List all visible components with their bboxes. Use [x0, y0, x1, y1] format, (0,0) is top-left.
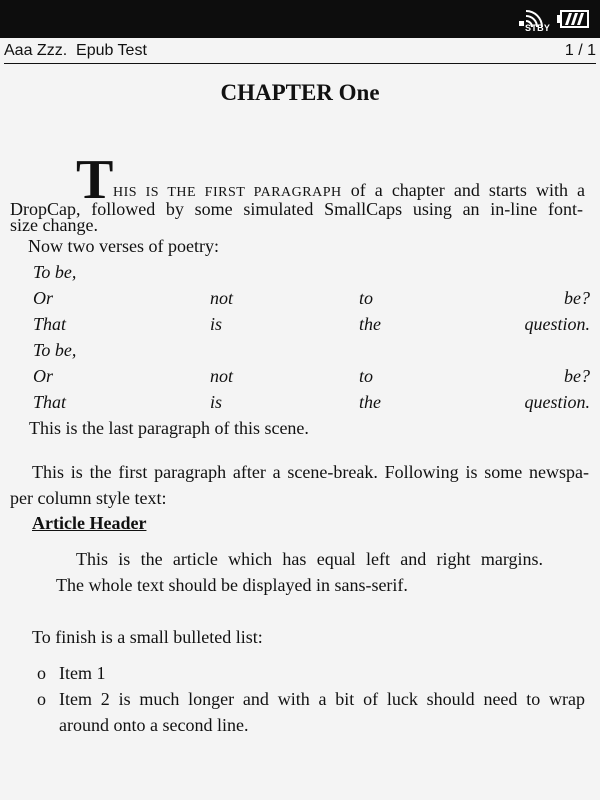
paragraph-line: DropCap, followed by some simulated SmallCaps using an in-line font-: [10, 199, 583, 219]
verse-word: not: [210, 288, 234, 308]
verse-line: [33, 262, 590, 282]
verse-word: To be,: [33, 262, 77, 282]
verse-word: not: [210, 366, 234, 386]
chapter-title: CHAPTER One: [220, 80, 380, 105]
page-indicator: 1 / 1: [564, 42, 596, 59]
list-item: Item 2 is much longer and with a bit of luck should need to wrap: [59, 689, 585, 709]
verse-word: That: [33, 314, 67, 334]
standby-label: STBY: [525, 23, 551, 33]
scene-break-paragraph: This is the first paragraph after a scene-break. Following is some newspa-: [32, 462, 589, 482]
verse-word: to: [359, 366, 374, 386]
bullet-marker: o: [37, 663, 46, 683]
list-item: around onto a second line.: [59, 715, 249, 735]
verse-word: to: [359, 288, 374, 308]
dropcap: T: [76, 149, 114, 211]
verse-line: [33, 288, 590, 308]
verse-word: question.: [524, 392, 590, 412]
verse-word: To be,: [33, 340, 77, 360]
verse-line: [33, 392, 590, 412]
title-bar: [4, 41, 596, 64]
bullet-marker: o: [37, 689, 46, 709]
verse-word: is: [210, 314, 223, 334]
list-item: Item 1: [59, 663, 106, 683]
article-header: Article Header: [32, 513, 147, 533]
verse-word: Or: [33, 288, 54, 308]
verse-line: [33, 366, 590, 386]
verse-word: be?: [564, 288, 590, 308]
smallcaps-text: HIS IS THE FIRST PARAGRAPH: [113, 185, 342, 200]
last-paragraph: This is the last paragraph of this scene.: [29, 418, 309, 438]
verse-word: the: [359, 392, 381, 412]
verse-word: question.: [524, 314, 590, 334]
verse-word: is: [210, 392, 223, 412]
paragraph-line: size change.: [10, 215, 98, 235]
verse-word: That: [33, 392, 67, 412]
status-bar: [0, 0, 600, 38]
list-intro: To finish is a small bulleted list:: [32, 627, 263, 647]
book-title: Aaa Zzz. Epub Test: [4, 42, 147, 59]
article-text: The whole text should be displayed in sans-serif.: [56, 575, 408, 595]
article-text: This is the article which has equal left and right margins.: [76, 549, 543, 569]
verse-word: Or: [33, 366, 54, 386]
verse-line: [33, 314, 590, 334]
verse-word: be?: [564, 366, 590, 386]
verse-line: [33, 340, 590, 360]
verse-word: the: [359, 314, 381, 334]
scene-break-paragraph: per column style text:: [10, 488, 167, 508]
paragraph-text: of a chapter and starts with a: [350, 180, 586, 200]
battery-icon: [557, 10, 589, 28]
poetry-intro: Now two verses of poetry:: [28, 236, 219, 256]
